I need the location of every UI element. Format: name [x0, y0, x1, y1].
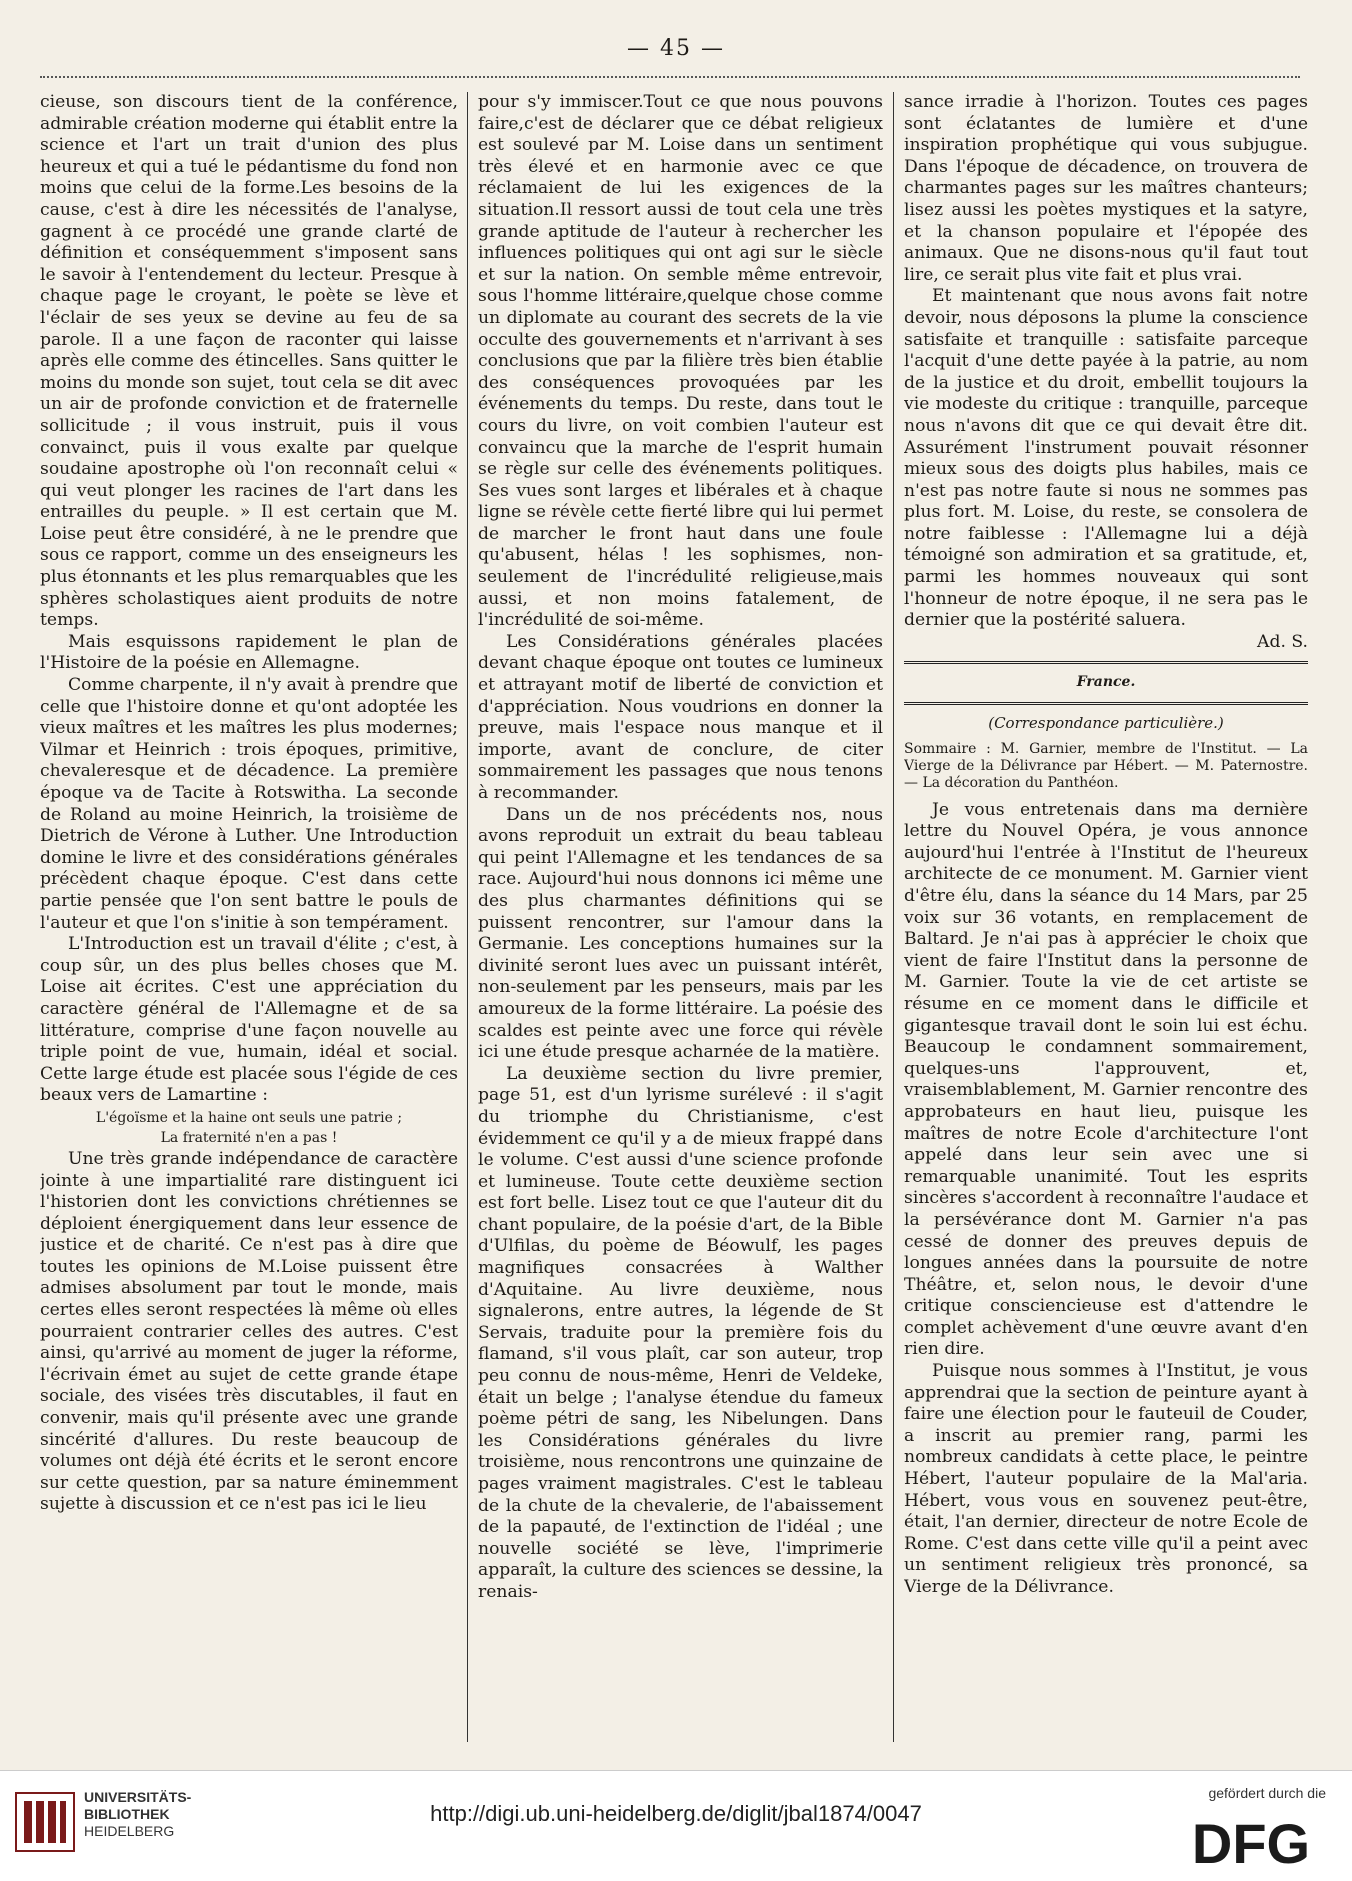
section-summary: Sommaire : M. Garnier, membre de l'Institut. — La Vierge de la Délivrance par Hébert. — M. Paternostre. — La décoration du Panthéon. — [904, 740, 1308, 791]
section-divider — [904, 661, 1308, 664]
verse-quote-line: La fraternité n'en a pas ! — [160, 1129, 338, 1146]
section-divider — [904, 702, 1308, 705]
library-name-line: UNIVERSITÄTS- — [84, 1789, 192, 1805]
library-name-line: HEIDELBERG — [84, 1823, 175, 1839]
viewer-footer — [0, 1770, 1352, 1881]
paragraph: pour s'y immiscer.Tout ce que nous pouvons faire,c'est de déclarer que ce débat religieux est soulevé par M. Loise dans un sentiment très élevé et en harmonie avec ce que réclamaient de lui les exigences de la situation.Il ressort aussi de tout cela une très grande aptitude de l'auteur à rechercher les influences politiques qui ont agi sur le siècle et sur la nation. On semble même entrevoir, sous l'homme littéraire,quelque chose comme un diplomate au courant des secrets de la vie occulte des gouvernements et n'arrivant à ses conclusions que par la filière très bien établie des conséquences provoquées par les événements du temps. Du reste, dans tout le cours du livre, on voit combien l'auteur est convaincu que la marche de l'esprit humain se règle sur celle des événements politiques. Ses vues sont larges et libérales et à chaque ligne se révèle cette fierté libre qui lui permet de marcher le front haut dans une foule qu'abusent, hélas ! les sophismes, non-seulement de l'incrédulité religieuse,mais aussi, et non moins fatalement, de l'incrédulité de soi-même. — [478, 92, 883, 631]
paragraph: Une très grande indépendance de caractère jointe à une impartialité rare distinguent ici l'historien dont les convictions chrétiennes se déploient énergiquement dans leur essence de justice et de charité. Ce n'est pas à dire que toutes les opinions de M.Loise puissent être admises absolument par tout le monde, mais certes elles seront respectées là même où elles pourraient contrarier celles des autres. C'est ainsi, qu'arrivé au moment de juger la réforme, l'écrivain émet au sujet de cette grande étape sociale, des visées très discutables, il faut en convenir, mais qu'il présente avec une grande sincérité d'allures. Du reste beaucoup de volumes ont déjà été écrits et le seront encore sur cette question, par sa nature éminemment sujette à discussion et ce n'est pas ici le lieu — [40, 1148, 458, 1515]
column-divider — [893, 92, 894, 1742]
article-column-1 — [40, 92, 458, 1752]
section-subtitle: (Correspondance particulière.) — [988, 714, 1224, 733]
paragraph: Mais esquissons rapidement le plan de l'Histoire de la poésie en Allemagne. — [40, 631, 458, 674]
paragraph: La deuxième section du livre premier, page 51, est d'un lyrisme surélevé : il s'agit du triomphe du Christianisme, c'est évidemment ce qu'il y a de mieux frappé dans le volume. C'est aussi d'une science profonde et lumineuse. Toute cette deuxième section est fort belle. Lisez tout ce que l'auteur dit du chant populaire, de la poésie d'art, de la Bible d'Ulfilas, du poème de Béowulf, les pages magnifiques consacrées à Walther d'Aquitaine. Au livre deuxième, nous signalerons, entre autres, la légende de St Servais, traduite pour la première fois du flamand, s'il vous plaît, car son auteur, trop peu connu de nous-même, Henri de Veldeke, était un belge ; l'analyse étendue du fameux poème pétri de sang, les Nibelungen. Dans les Considérations générales du livre troisième, nous rencontrons une quinzaine de pages vraiment magistrales. C'est le tableau de la chute de la chevalerie, de l'abaissement de la papauté, de l'extinction de l'idéal ; une nouvelle société se lève, l'imprimerie apparaît, la culture des sciences se dessine, la renais- — [478, 1063, 883, 1602]
page-number: — 45 — — [627, 36, 725, 61]
paragraph: Comme charpente, il n'y avait à prendre que celle que l'histoire donne et qu'ont adoptée les vieux maîtres et les maîtres les plus modernes; Vilmar et Heinrich : trois époques, primitive, chevaleresque et de décadence. La première époque va de Tacite à Rotswitha. La seconde de Roland au moine Heinrich, la troisième de Dietrich de Vérone à Luther. Une Introduction domine le livre et des considérations générales précèdent chaque époque. C'est dans cette partie pensée que l'on sent battre le pouls de l'auteur et que l'on s'initie à son tempérament. — [40, 675, 458, 933]
paragraph: cieuse, son discours tient de la conférence, admirable création moderne qui établit entre la science et l'art un trait d'union des plus heureux et qui a tué le pédantisme du fond non moins que celui de la forme.Les besoins de la cause, c'est à dire les nécessités de l'analyse, gagnent à ce procédé une grande clarté de définition et conséquemment s'imposent sans le savoir à l'entendement du lecteur. Presque à chaque page le croyant, le poète se lève et l'éclair de ses yeux se devine au feu de sa parole. Il a une façon de raconter qui laisse après elle comme des étincelles. Sans quitter le moins du monde son sujet, tout cela se dit avec un air de profonde conviction et de fraternelle sollicitude ; il vous instruit, puis il vous convainct, puis il vous exalte par quelque soudaine apostrophe où l'on reconnaît celui « qui veut plonger les racines de l'art dans les entrailles du peuple. » Il est certain que M. Loise peut être considéré, à ne le prendre que sous ce rapport, comme un des enseigneurs les plus étonnants et les plus remarquables que les sphères scholastiques aient produits de notre temps. — [40, 92, 458, 631]
article-column-3 — [904, 92, 1308, 1752]
article-column-2 — [478, 92, 883, 1752]
paragraph: sance irradie à l'horizon. Toutes ces pages sont éclatantes de lumière et d'une inspiration prophétique qui vous subjugue. Dans l'époque de décadence, on trouvera de charmantes pages sur les maîtres chanteurs; lisez aussi les poètes mystiques et la satyre, et la chanson populaire et l'épopée des animaux. Que ne disons-nous qu'il faut tout lire, ce serait plus vite fait et plus vrai. — [904, 92, 1308, 285]
dfg-logo-text: DFG — [1191, 1812, 1311, 1871]
dfg-logo-icon — [1176, 1811, 1326, 1871]
paragraph: Je vous entretenais dans ma dernière lettre du Nouvel Opéra, je vous annonce aujourd'hui l'entrée à l'Institut de l'heureux architecte de ce monument. M. Garnier vient d'être élu, dans la séance du 14 Mars, par 25 voix sur 36 votants, en remplacement de Baltard. Je n'ai pas à apprécier le choix que vient de faire l'Institut dans la personne de M. Garnier. Toute la vie de cet artiste se résume en ce moment dans le difficile et gigantesque travail dont le soin lui est échu. Beaucoup le condamnent sommairement, quelques-uns l'approuvent, et, vraisemblablement, M. Garnier rencontre des approbateurs en haut lieu, puisque les maîtres de notre Ecole d'architecture l'ont appelé dans leur sein avec une si remarquable unanimité. Tout les esprits sincères s'accordent à reconnaître l'audace et la persévérance dont M. Garnier n'a pas cessé de donner des preuves depuis de longues années dans la poursuite de notre Théâtre, et, selon nous, le devoir d'une critique consciencieuse est d'attendre le complet achèvement d'une œuvre avant d'en rien dire. — [904, 799, 1308, 1360]
paragraph: Puisque nous sommes à l'Institut, je vous apprendrai que la section de peinture ayant à faire une élection pour le fauteuil de Couder, a inscrit au premier rang, parmi les nombreux candidats à cette place, le peintre Hébert, l'auteur populaire de la Mal'aria. Hébert, vous vous en souvenez peut-être, était, l'an dernier, directeur de notre Ecole de Rome. C'est dans cette ville qu'il a peint avec un sentiment religieux très prononcé, sa Vierge de la Délivrance. — [904, 1361, 1308, 1597]
section-title: France. — [1076, 674, 1136, 691]
signature: Ad. S. — [1257, 631, 1308, 652]
paragraph: Les Considérations générales placées devant chaque époque ont toutes ce lumineux et attrayant motif de liberté de conviction et d'appréciation. Nous voudrions en donner la preuve, mais l'espace nous manque et il importe, avant de conclure, de citer sommairement les passages que nous tenons à recommander. — [478, 631, 883, 803]
paragraph: L'Introduction est un travail d'élite ; c'est, à coup sûr, un des plus belles choses que M. Loise ait écrites. C'est une appréciation du caractère général de l'Allemagne et de sa littérature, comprise d'une façon nouvelle au triple point de vue, humain, idéal et social. Cette large étude est placée sous l'égide de ces beaux vers de Lamartine : — [40, 934, 458, 1106]
top-divider — [40, 76, 1300, 78]
source-url-link[interactable]: http://digi.ub.uni-heidelberg.de/diglit/jbal1874/0047 — [430, 1801, 922, 1826]
paragraph: Dans un de nos précédents nos, nous avons reproduit un extrait du beau tableau qui peint l'Allemagne et les tendances de sa race. Aujourd'hui nous donnons ici même une des plus charmantes définitions qui se puissent rencontrer, sur l'amour dans la Germanie. Les conceptions humaines sur la divinité seront lues avec un puissant intérêt, non-seulement par les penseurs, mais par les amoureux de la forme littéraire. La poésie des scaldes est peinte avec une force qui révèle ici une étude presque acharnée de la matière. — [478, 804, 883, 1063]
column-divider — [467, 92, 468, 1742]
funded-by-label: gefördert durch die — [1208, 1785, 1326, 1801]
paragraph: Et maintenant que nous avons fait notre devoir, nous déposons la plume la conscience satisfaite et tranquille : satisfaite parceque l'acquit d'une dette payée à la patrie, au nom de la justice et du droit, embellit toujours la vie modeste du critique : tranquille, parceque nous n'avons dit que ce qui devait être dit. Assurément l'instrument pouvait résonner mieux sous des doigts plus habiles, mais ce n'est pas notre faute si nous ne sommes pas plus fort. M. Loise, du reste, se consolera de notre faiblesse : l'Allemagne lui a déjà témoigné son admiration et sa gratitude, et, parmi les hommes nouveaux qui sont l'honneur de notre époque, il ne sera pas le dernier que la postérité saluera. — [904, 286, 1308, 631]
library-name-line: BIBLIOTHEK — [84, 1806, 170, 1822]
verse-quote-line: L'égoïsme et la haine ont seuls une patrie ; — [95, 1109, 403, 1126]
